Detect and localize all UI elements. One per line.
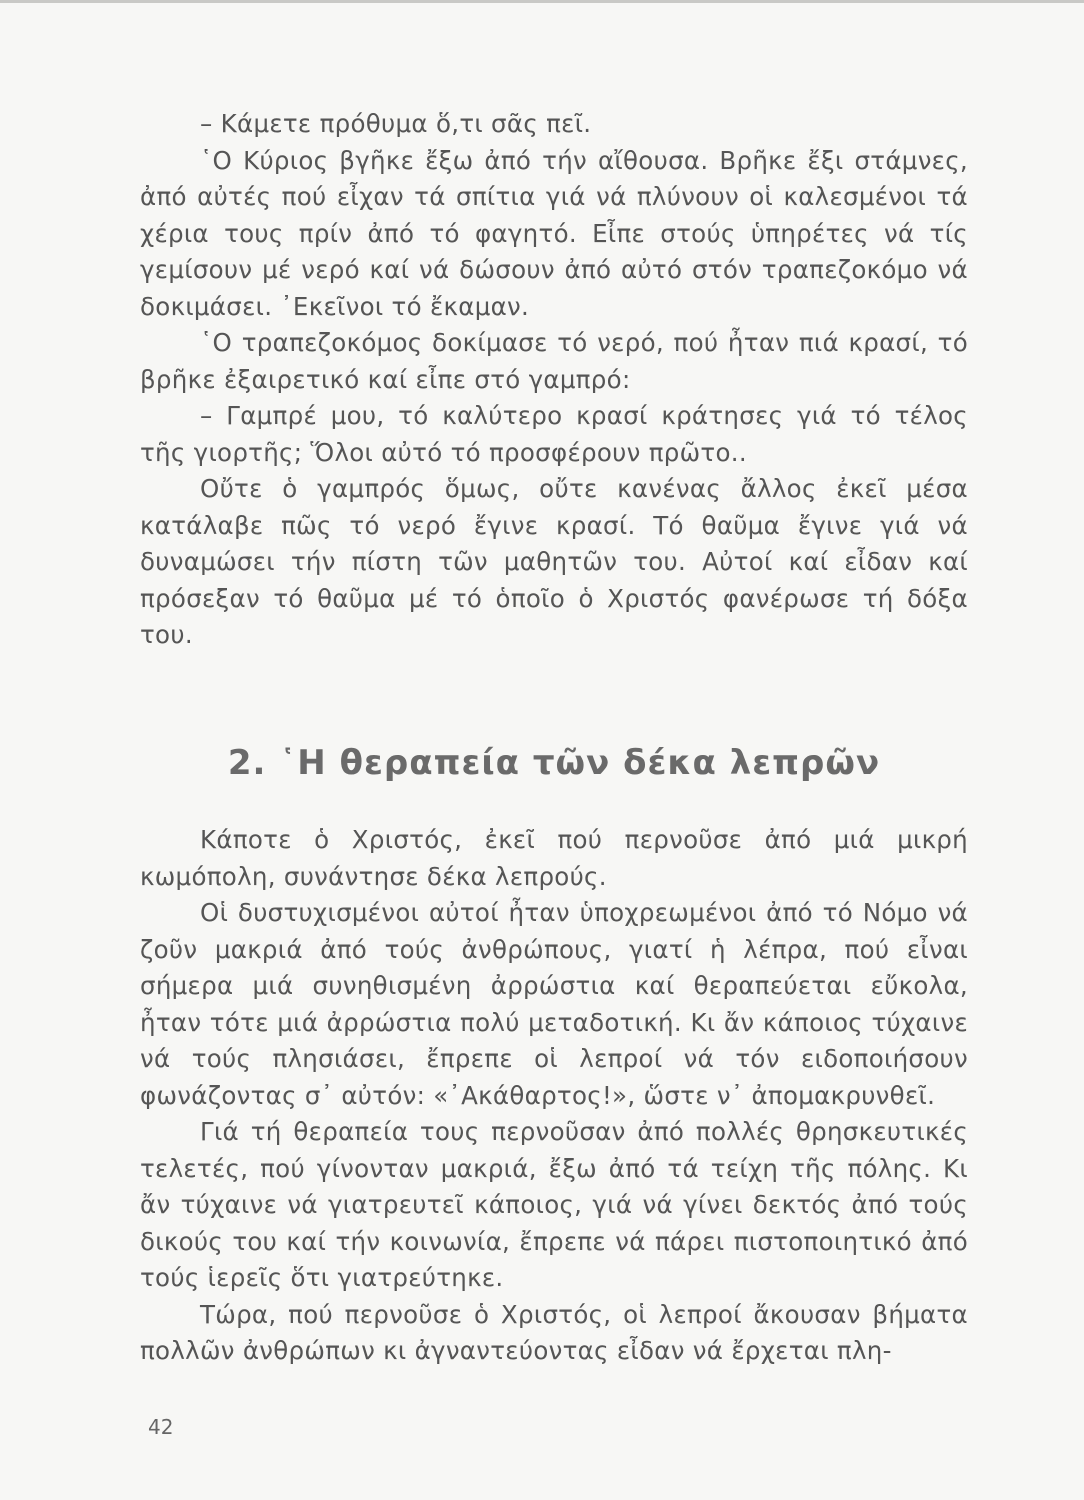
paragraph: Κάποτε ὁ Χριστός, ἐκεῖ πού περνοῦσε ἀπό μιά μικρή κωμόπολη, συνάντησε δέκα λεπρούς. — [140, 825, 968, 891]
paragraph: Οἱ δυστυχισμένοι αὐτοί ἦταν ὑποχρεωμένοι ἀπό τό Νόμο νά ζοῦν μακριά ἀπό τούς ἀνθρώπους, γιατί ἡ λέπρα, πού εἶναι σήμερα μιά συνηθισμένη ἀρρώστια καί θεραπεύεται εὔκολα, ἦταν τότε μιά ἀρρώστια πολύ μεταδοτική. Κι ἄν κάποιος τύχαινε νά τούς πλησιάσει, ἔπρεπε οἱ λεπροί νά τόν ειδοποιήσουν φωνάζοντας σ᾿ αὐτόν: «᾿Ακάθαρτος!», ὥστε ν᾿ ἀπομακρυνθεῖ. — [140, 898, 968, 1110]
scan-top-edge — [0, 0, 1084, 3]
section-ten-lepers — [140, 822, 968, 1370]
paragraph: Οὔτε ὁ γαμπρός ὅμως, οὔτε κανένας ἄλλος ἐκεῖ μέσα κατάλαβε πῶς τό νερό ἔγινε κρασί. Τό θαῦμα ἔγινε γιά νά δυναμώσει τήν πίστη τῶν μαθητῶν του. Αὐτοί καί εἶδαν καί πρόσεξαν τό θαῦμα μέ τό ὁποῖο ὁ Χριστός φανέρωσε τή δόξα του. — [140, 474, 968, 649]
section-heading: 2. ῾Η θεραπεία τῶν δέκα λεπρῶν — [227, 743, 881, 783]
dialogue-line: – Γαμπρέ μου, τό καλύτερο κρασί κράτησες γιά τό τέλος τῆς γιορτῆς; Ὅλοι αὐτό τό προσφέρουν πρῶτο.. — [140, 401, 968, 467]
paragraph: ῾Ο τραπεζοκόμος δοκίμασε τό νερό, πού ἦταν πιά κρασί, τό βρῆκε ἐξαιρετικό καί εἶπε στό γαμπρό: — [140, 328, 968, 394]
dialogue-line: – Κάμετε πρόθυμα ὅ,τι σᾶς πεῖ. — [200, 109, 592, 138]
paragraph: ῾Ο Κύριος βγῆκε ἔξω ἀπό τήν αἴθουσα. Βρῆκε ἔξι στάμνες, ἀπό αὐτές πού εἶχαν τά σπίτια γιά νά πλύνουν οἱ καλεσμένοι τά χέρια τους πρίν ἀπό τό φαγητό. Εἶπε στούς ὑπηρέτες νά τίς γεμίσουν μέ νερό καί νά δώσουν ἀπό αὐτό στόν τραπεζοκόμο νά δοκιμάσει. ᾿Εκεῖνοι τό ἔκαμαν. — [140, 145, 968, 321]
paragraph: Γιά τή θεραπεία τους περνοῦσαν ἀπό πολλές θρησκευτικές τελετές, πού γίνονταν μακριά, ἔξω ἀπό τά τείχη τῆς πόλης. Κι ἄν τύχαινε νά γιατρευτεῖ κάποιος, γιά νά γίνει δεκτός ἀπό τούς δικούς του καί τήν κοινωνία, ἔπρεπε νά πάρει πιστοποιητικό ἀπό τούς ἱερεῖς ὅτι γιατρεύτηκε. — [140, 1117, 968, 1292]
section-wedding-cana — [140, 106, 968, 654]
page-number: 42 — [148, 1415, 174, 1439]
paragraph: Τώρα, πού περνοῦσε ὁ Χριστός, οἱ λεπροί ἄκουσαν βήματα πολλῶν ἀνθρώπων κι ἀγναντεύοντας εἶδαν νά ἔρχεται πλη- — [140, 1299, 968, 1365]
